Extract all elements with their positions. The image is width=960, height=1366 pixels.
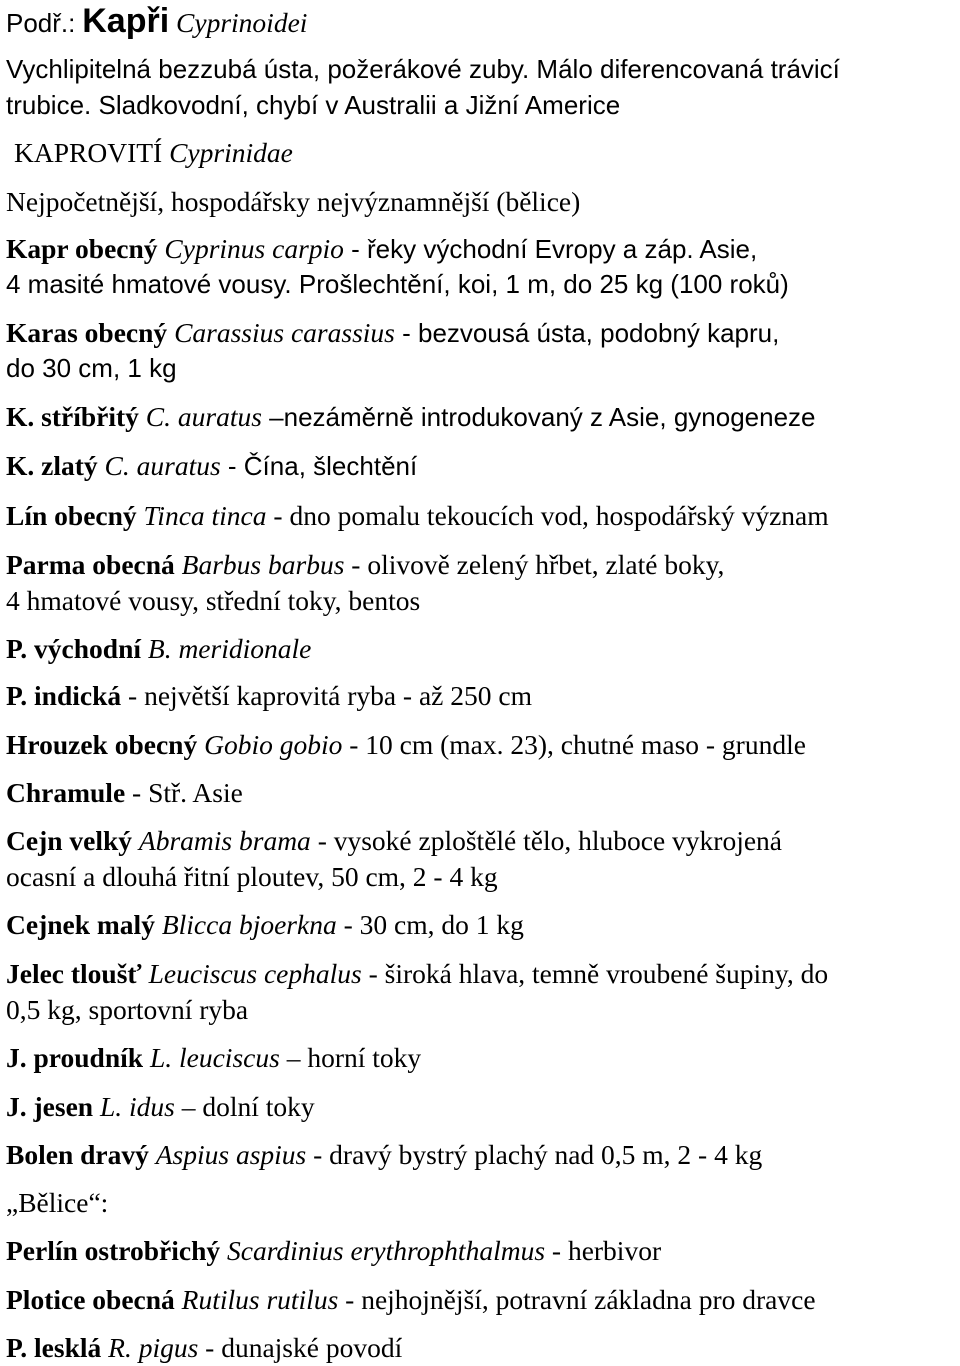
entry-parma-indicka <box>6 677 532 714</box>
entry-plotice-leskla <box>6 1329 402 1366</box>
entry-latin: Cyprinus carpio <box>164 233 344 264</box>
entry-latin: Aspius aspius <box>155 1139 307 1170</box>
entry-latin: Gobio gobio <box>204 729 343 760</box>
entry-desc: - Stř. Asie <box>125 777 243 808</box>
title-latin: Cyprinoidei <box>176 7 308 38</box>
entry-jelec <box>6 955 828 992</box>
entry-latin: Abramis brama <box>138 825 311 856</box>
entry-name: P. lesklá <box>6 1332 102 1363</box>
entry-cejn <box>6 822 782 859</box>
entry-name: Bolen dravý <box>6 1139 149 1170</box>
entry-desc: –nezáměrně introdukovaný z Asie, gynogeneze <box>261 402 816 432</box>
entry-desc: - 30 cm, do 1 kg <box>336 909 524 940</box>
entry-perlin <box>6 1232 661 1269</box>
entry-desc: - bezvousá ústa, podobný kapru, <box>394 318 780 348</box>
entry-latin: L. idus <box>99 1091 175 1122</box>
entry-name: J. jesen <box>6 1091 94 1122</box>
title-name: Kapři <box>82 2 170 40</box>
intro-line-2: trubice. Sladkovodní, chybí v Australii a Jižní Americe <box>6 90 621 120</box>
entry-name: Karas obecný <box>6 317 168 348</box>
section-title <box>6 3 307 42</box>
entry-latin: R. pigus <box>108 1332 199 1363</box>
entry-jelec-jesen <box>6 1088 315 1125</box>
entry-latin: L. leuciscus <box>149 1042 280 1073</box>
entry-name: Jelec tloušť <box>6 958 142 989</box>
entry-desc: - olivově zelený hřbet, zlaté boky, <box>344 549 725 580</box>
entry-cejn-desc-2: ocasní a dlouhá řitní ploutev, 50 cm, 2 - 4 kg <box>6 861 498 892</box>
belice-heading: „Bělice“: <box>6 1187 109 1218</box>
entry-latin: B. meridionale <box>147 633 312 664</box>
family-heading <box>14 134 293 171</box>
entry-desc: - herbivor <box>545 1235 662 1266</box>
entry-parma <box>6 546 724 583</box>
entry-name: Lín obecný <box>6 500 137 531</box>
entry-desc: - řeky východní Evropy a záp. Asie, <box>343 234 758 264</box>
family-name: KAPROVITÍ <box>14 137 163 168</box>
entry-name: Perlín ostrobřichý <box>6 1235 221 1266</box>
entry-parma-vychodni <box>6 630 311 667</box>
entry-desc: - dunajské povodí <box>198 1332 403 1363</box>
entry-latin: C. auratus <box>104 450 221 481</box>
family-note: Nejpočetnější, hospodářsky nejvýznamnější (bělice) <box>6 186 581 217</box>
entry-karas-desc-2: do 30 cm, 1 kg <box>6 353 177 383</box>
entry-lin <box>6 497 829 534</box>
entry-name: P. východní <box>6 633 142 664</box>
entry-desc: - 10 cm (max. 23), chutné maso - grundle <box>342 729 806 760</box>
entry-latin: Barbus barbus <box>181 549 345 580</box>
entry-desc: - Čína, šlechtění <box>220 451 418 481</box>
entry-karas-stribrity <box>6 398 816 436</box>
entry-kapr-desc-2: 4 masité hmatové vousy. Prošlechtění, koi, 1 m, do 25 kg (100 roků) <box>6 269 789 299</box>
entry-kapr <box>6 230 757 268</box>
entry-jelec-proudnik <box>6 1039 421 1076</box>
entry-latin: Scardinius erythrophthalmus <box>227 1235 546 1266</box>
entry-bolen <box>6 1136 762 1173</box>
entry-desc: - dno pomalu tekoucích vod, hospodářský význam <box>266 500 829 531</box>
family-latin: Cyprinidae <box>169 137 293 168</box>
entry-name: K. zlatý <box>6 450 98 481</box>
entry-name: Chramule <box>6 777 126 808</box>
entry-latin: C. auratus <box>145 401 262 432</box>
entry-name: P. indická <box>6 680 122 711</box>
entry-plotice <box>6 1281 816 1318</box>
entry-parma-desc-2: 4 hmatové vousy, střední toky, bentos <box>6 585 421 616</box>
entry-name: Plotice obecná <box>6 1284 175 1315</box>
entry-latin: Carassius carassius <box>174 317 395 348</box>
title-prefix: Podř.: <box>6 8 76 38</box>
entry-desc: - dravý bystrý plachý nad 0,5 m, 2 - 4 kg <box>306 1139 763 1170</box>
entry-desc: - nejhojnější, potravní základna pro dravce <box>338 1284 816 1315</box>
entry-desc: – horní toky <box>279 1042 422 1073</box>
entry-name: Kapr obecný <box>6 233 158 264</box>
entry-name: J. proudník <box>6 1042 144 1073</box>
entry-jelec-desc-2: 0,5 kg, sportovní ryba <box>6 994 249 1025</box>
entry-desc: - největší kaprovitá ryba - až 250 cm <box>121 680 532 711</box>
entry-name: Cejn velký <box>6 825 133 856</box>
entry-cejnek <box>6 906 524 943</box>
entry-hrouzek <box>6 726 806 763</box>
entry-latin: Tinca tinca <box>143 500 267 531</box>
intro-line-1: Vychlipitelná bezzubá ústa, požerákové zuby. Málo diferencovaná trávicí <box>6 54 840 84</box>
entry-name: Hrouzek obecný <box>6 729 198 760</box>
entry-karas <box>6 314 779 352</box>
entry-name: K. stříbřitý <box>6 401 139 432</box>
entry-latin: Blicca bjoerkna <box>161 909 337 940</box>
entry-karas-zlaty <box>6 447 417 485</box>
entry-desc: - široká hlava, temně vroubené šupiny, do <box>361 958 829 989</box>
entry-desc: - vysoké zploštělé tělo, hluboce vykrojená <box>310 825 782 856</box>
entry-desc: – dolní toky <box>174 1091 315 1122</box>
entry-chramule <box>6 774 243 811</box>
entry-name: Parma obecná <box>6 549 175 580</box>
entry-latin: Leuciscus cephalus <box>148 958 362 989</box>
entry-latin: Rutilus rutilus <box>181 1284 339 1315</box>
entry-name: Cejnek malý <box>6 909 155 940</box>
